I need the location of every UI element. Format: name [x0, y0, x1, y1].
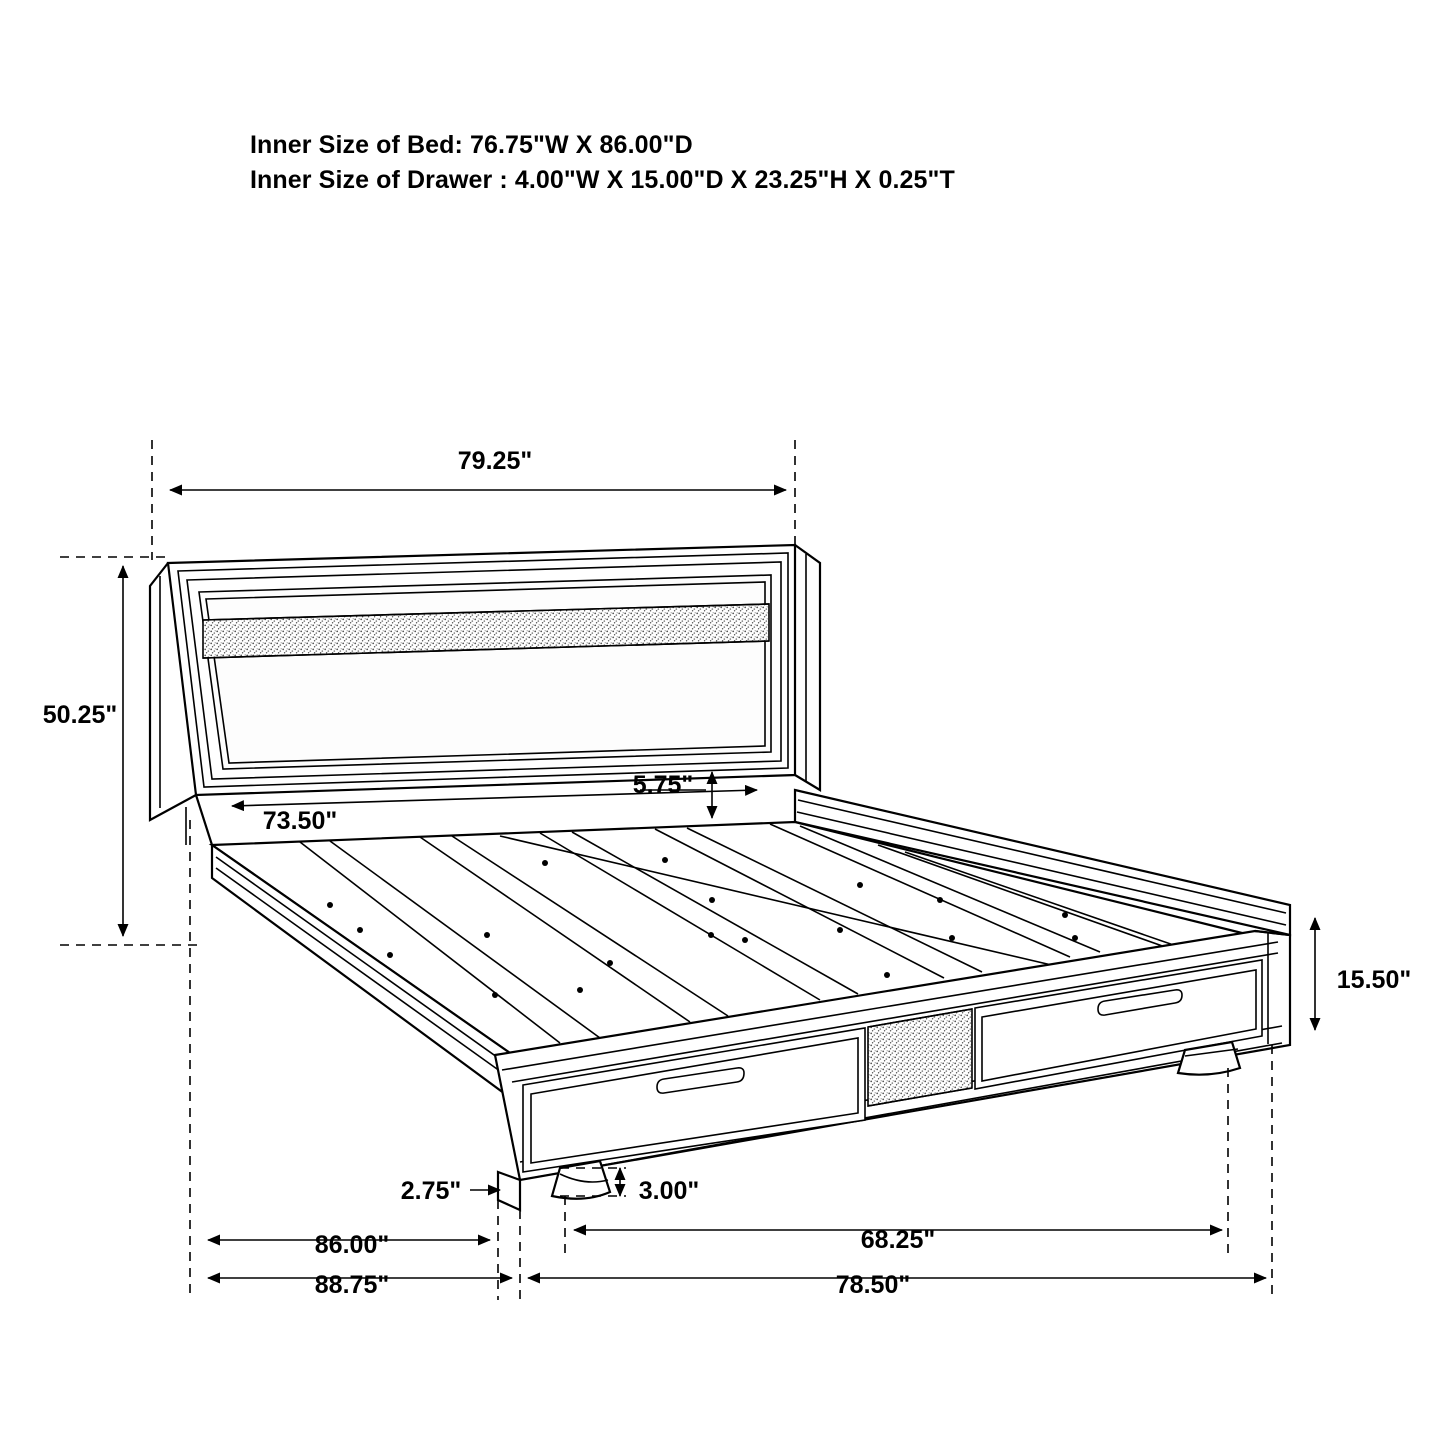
inner-size-bed-line: Inner Size of Bed: 76.75"W X 86.00"D: [250, 131, 693, 159]
inner-size-spec-text: [250, 128, 955, 197]
dim-label-bed-overall-depth: 88.75": [314, 1271, 390, 1299]
dim-label-headboard-inner-width: 73.50": [262, 807, 338, 835]
dim-label-headboard-to-rail: 5.75": [632, 771, 694, 799]
inner-size-drawer-line: Inner Size of Drawer : 4.00"W X 15.00"D X 23.25"H X 0.25"T: [250, 165, 955, 194]
headboard: [150, 545, 820, 845]
dim-label-headboard-width: 79.25": [457, 447, 533, 475]
dim-label-footboard-height: 15.50": [1336, 966, 1412, 994]
dim-label-bed-inner-depth: 86.00": [314, 1231, 390, 1259]
dim-footboard-height: [1315, 918, 1411, 1030]
dim-label-foot-leg-offset: 2.75": [400, 1177, 462, 1205]
dim-headboard-width: [152, 440, 795, 560]
dim-label-headboard-height: 50.25": [42, 701, 118, 729]
dim-label-leg-height: 3.00": [638, 1177, 700, 1205]
dim-label-footboard-inner-width: 68.25": [860, 1226, 936, 1254]
dim-label-bed-overall-width: 78.50": [835, 1271, 911, 1299]
dim-foot-leg-offset: [401, 1177, 500, 1205]
